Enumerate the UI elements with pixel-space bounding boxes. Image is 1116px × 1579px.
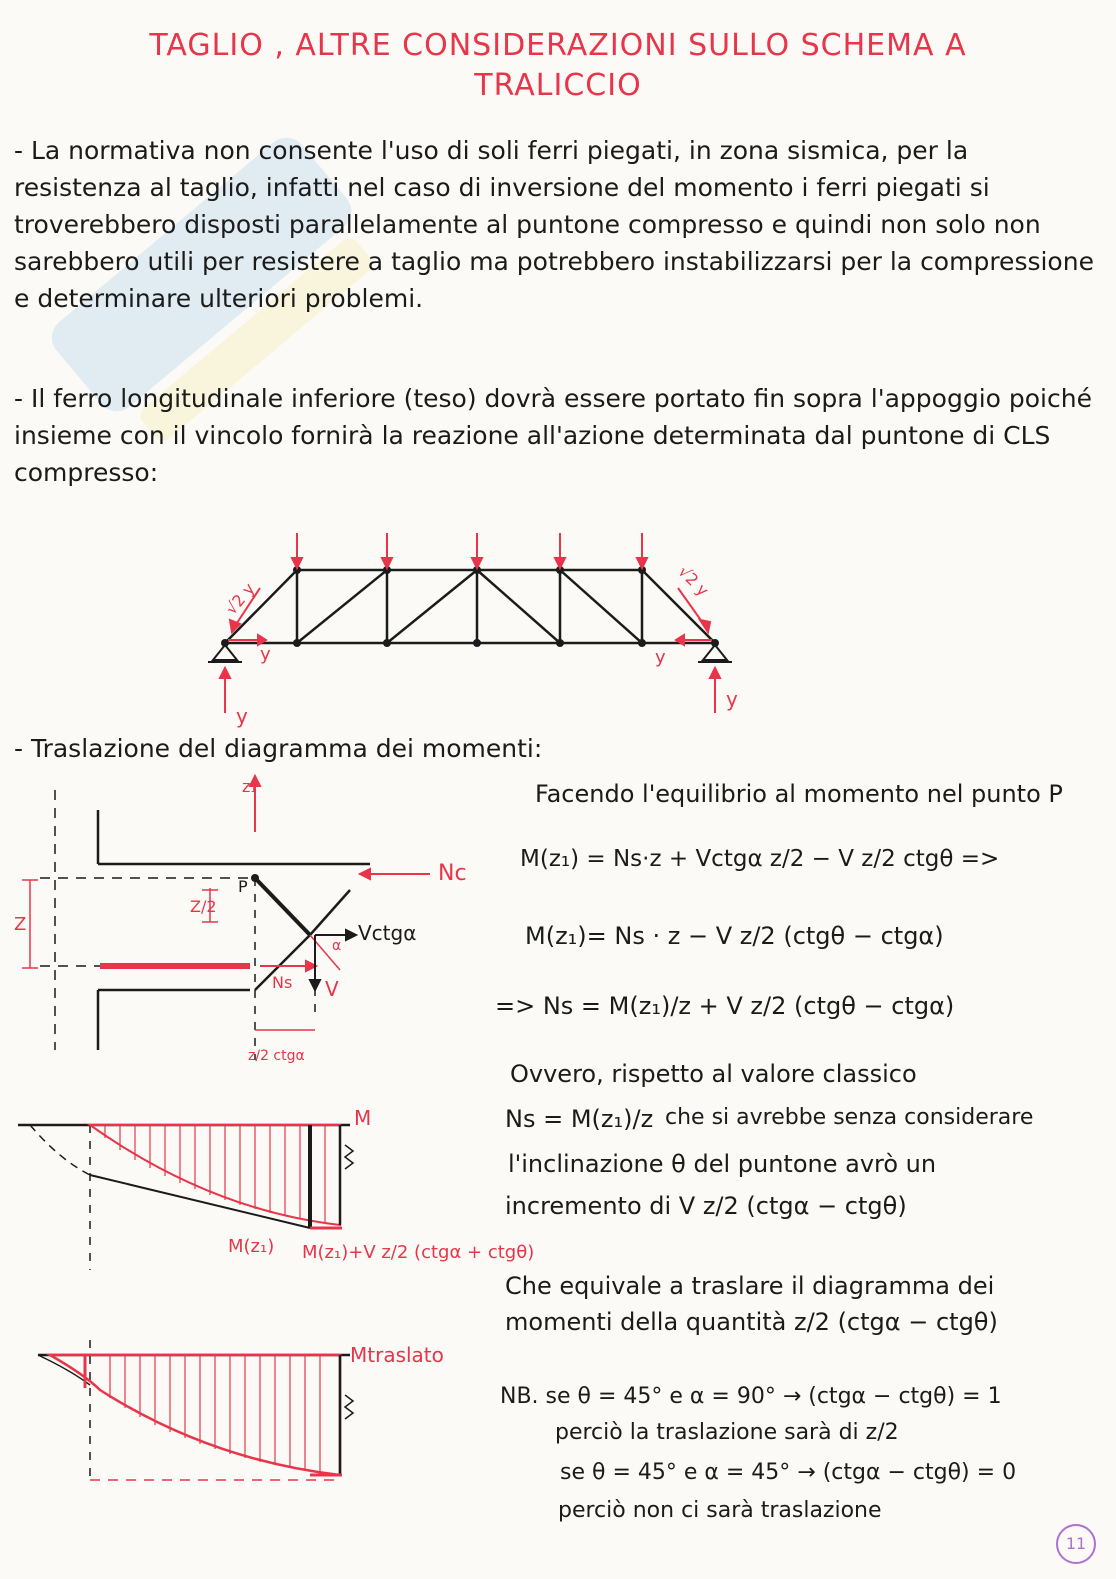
nb-line1: NB. se θ = 45° e α = 90° → (ctgα − ctgθ) = 1 (500, 1384, 1002, 1409)
ovvero-line1: Ovvero, rispetto al valore classico (510, 1060, 917, 1088)
z-half-label: Z/2 (190, 897, 217, 916)
truss-horizontal-right-label: y (655, 647, 666, 668)
nb-line3: se θ = 45° e α = 45° → (ctgα − ctgθ) = 0 (560, 1460, 1017, 1485)
equivale-line2: momenti della quantità z/2 (ctgα − ctgθ) (505, 1308, 998, 1336)
page-title-line2: TRALICCIO (474, 68, 642, 103)
page-title-line1: TAGLIO , ALTRE CONSIDERAZIONI SULLO SCHEMA A (149, 28, 967, 63)
ns-label: Ns (272, 973, 293, 992)
alpha-label: α (332, 938, 342, 954)
nb-line4: perciò non ci sarà traslazione (558, 1498, 882, 1523)
moment-diagram (10, 1100, 535, 1290)
ovvero-line4: incremento di V z/2 (ctgα − ctgθ) (505, 1192, 907, 1220)
truss-horizontal-left-label: y (260, 644, 271, 665)
moment-mz1-label: M(z₁) (228, 1236, 275, 1257)
strut-detail-diagram (10, 770, 490, 1070)
nc-label: Nc (438, 861, 467, 886)
paragraph-ferro-longitudinale: - Il ferro longitudinale inferiore (teso) dovrà essere portato fin sopra l'appoggio poiché insieme con il vincolo fornirà la reazione all'azione determinata dal puntone di CLS compresso: (14, 384, 1092, 487)
equivale-line1: Che equivale a traslare il diagramma dei (505, 1272, 995, 1300)
equation-1: M(z₁) = Ns·z + Vctgα z/2 − V z/2 ctgθ => (520, 846, 1000, 872)
z2ctga-label: z/2 ctgα (248, 1048, 305, 1064)
ovvero-line2: che si avrebbe senza considerare (665, 1105, 1034, 1130)
ovvero-line3: l'inclinazione θ del puntone avrò un (508, 1150, 937, 1178)
nb-line2: perciò la traslazione sarà di z/2 (555, 1420, 899, 1445)
truss-diag-left-label: √2 y (221, 579, 259, 619)
moment-mz1-plus-label: M(z₁)+V z/2 (ctgα + ctgθ) (302, 1242, 535, 1263)
equation-3: => Ns = M(z₁)/z + V z/2 (ctgθ − ctgα) (495, 992, 955, 1020)
page-number: 11 (1056, 1524, 1096, 1564)
truss-diagram (200, 528, 760, 728)
equilibrium-intro: Facendo l'equilibrio al momento nel punto P (535, 780, 1063, 808)
paragraph-ferri-piegati: - La normativa non consente l'uso di soli ferri piegati, in zona sismica, per la resistenza al taglio, infatti nel caso di inversione del momento i ferri piegati si troverebbero disposti parallelamente al puntone compresso e quindi non solo non sarebbero utili per resistere a taglio ma potrebbero instabilizzarsi per la compressione e determinare ulteriori problemi. (14, 136, 1094, 313)
z-label: Z (14, 914, 27, 935)
ns-classic: Ns = M(z₁)/z (505, 1105, 654, 1133)
v-label: V (325, 977, 339, 1001)
vctga-label: Vctgα (358, 921, 417, 945)
z1-label: z₁ (242, 777, 257, 796)
truss-reaction-right-label: y (726, 687, 738, 711)
translated-moment-diagram (10, 1330, 500, 1490)
mtraslato-label: Mtraslato (350, 1343, 444, 1367)
truss-diag-right-label: √2 y (674, 561, 713, 600)
truss-reaction-left-label: y (236, 704, 248, 728)
paragraph-traslazione: - Traslazione del diagramma dei momenti: (14, 734, 543, 763)
equation-2: M(z₁)= Ns · z − V z/2 (ctgθ − ctgα) (525, 922, 944, 950)
moment-m-label: M (354, 1106, 372, 1130)
point-p-label: P (238, 877, 248, 896)
